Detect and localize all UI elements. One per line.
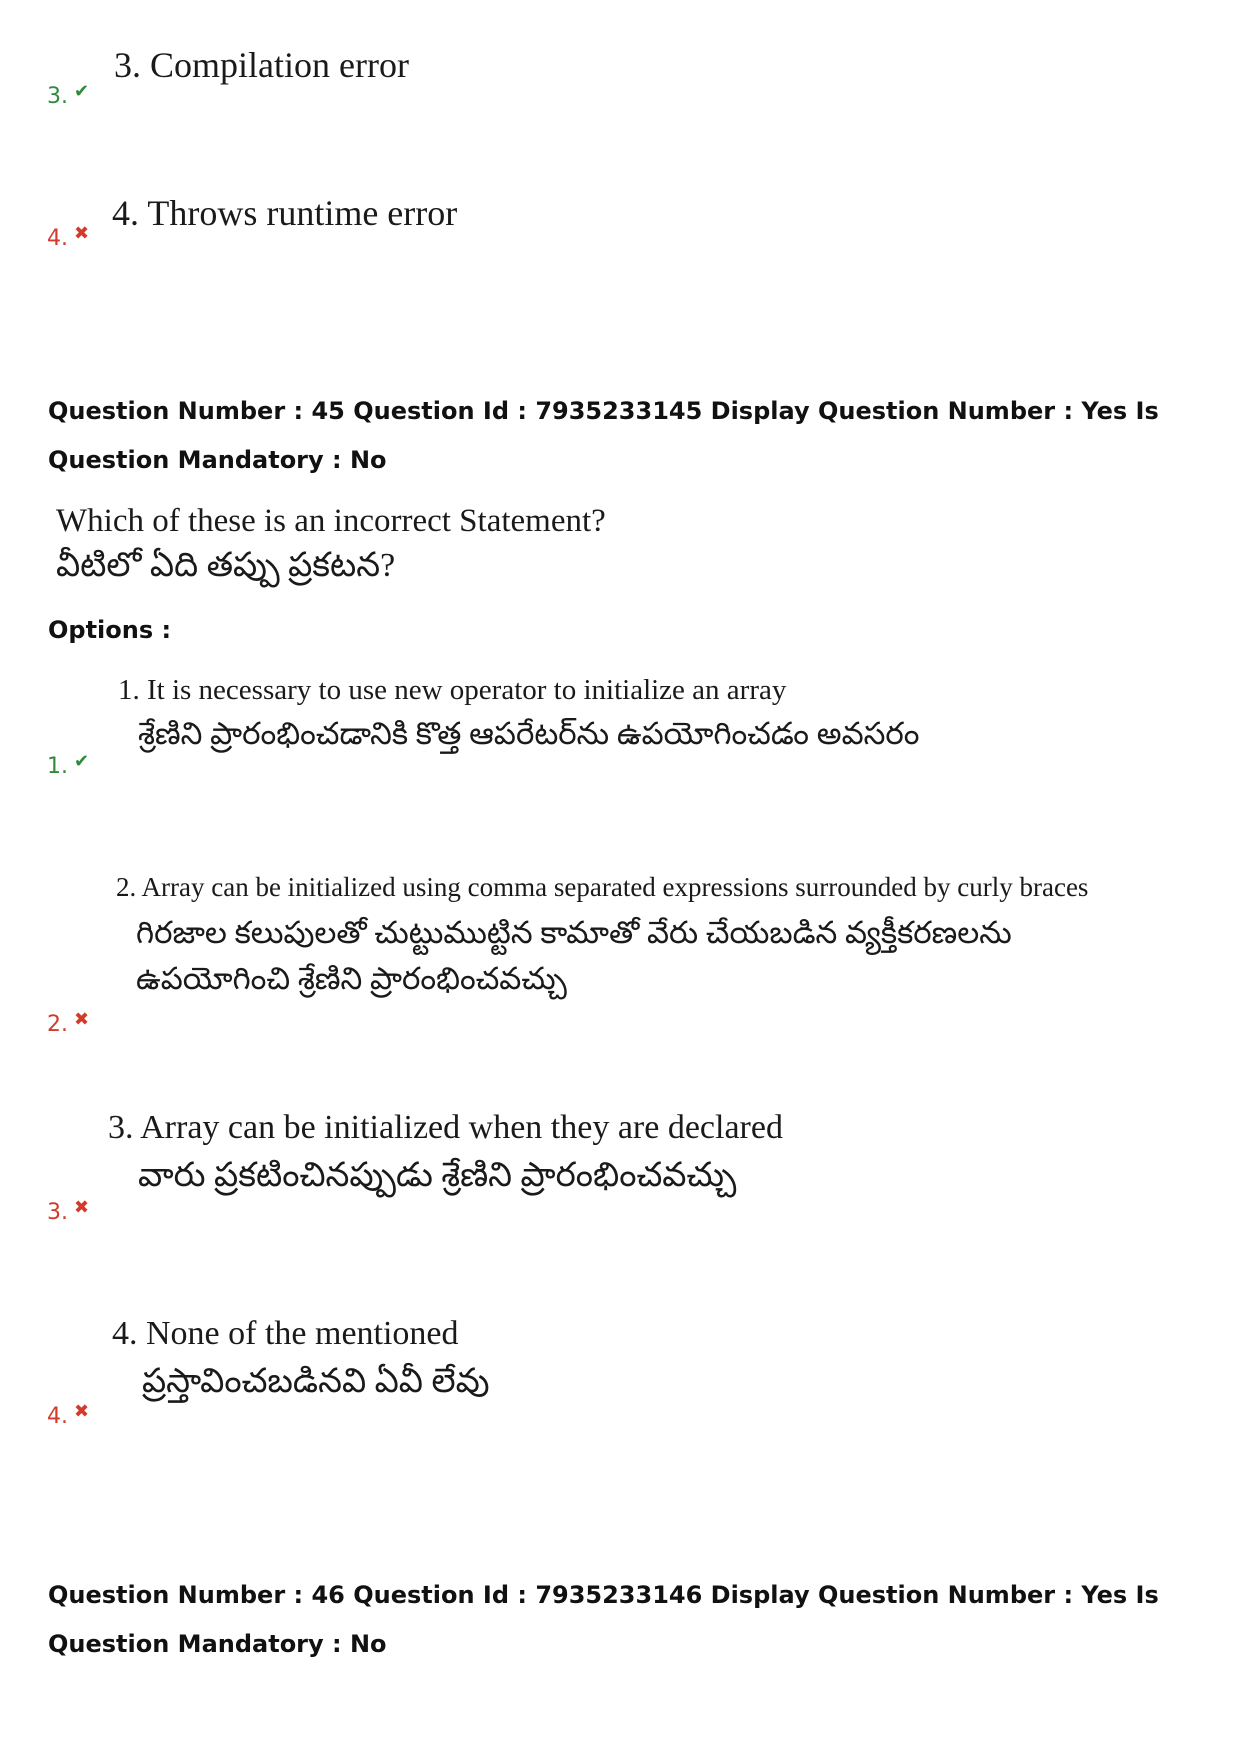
option-text: 1. It is necessary to use new operator to initialize an array శ్రేణిని ప్రారంభించడానికి కొత్త ఆపరేటర్‌ను ఉపయోగించడం అవసరం (118, 674, 920, 751)
option-marker: 3. ✖ (47, 1197, 90, 1225)
option-text: 4. None of the mentioned ప్రస్తావించబడినవి ఏవీ లేవు (112, 1315, 490, 1400)
cross-icon: ✖ (74, 1009, 90, 1030)
options-label: Options : (48, 616, 172, 644)
check-icon: ✔ (74, 751, 90, 772)
option-marker: 1. ✔ (47, 751, 90, 779)
question-header: Question Number : 45 Question Id : 7935233145 Display Question Number : Yes Is Question Mandatory : No (48, 397, 1159, 474)
option-text: 2. Array can be initialized using comma separated expressions surrounded by curly braces గిరజాల కలుపులతో చుట్టుముట్టిన కామాతో వేరు చేయబడిన వ్యక్తీకరణలను ఉపయోగించి శ్రేణిని ప్రారంభించవచ్చు (116, 872, 1089, 996)
cross-icon: ✖ (74, 223, 90, 244)
cross-icon: ✖ (74, 1197, 90, 1218)
question-text: Which of these is an incorrect Statement? వీటిలో ఏది తప్పు ప్రకటన? (56, 503, 606, 584)
option-marker: 4. ✖ (47, 1401, 90, 1429)
option-marker: 3. ✔ (47, 81, 90, 109)
option-marker: 2. ✖ (47, 1009, 90, 1037)
option-marker: 4. ✖ (47, 223, 90, 251)
option-text: 4. Throws runtime error (112, 193, 458, 233)
cross-icon: ✖ (74, 1401, 90, 1422)
question-header: Question Number : 46 Question Id : 7935233146 Display Question Number : Yes Is Question Mandatory : No (48, 1581, 1159, 1658)
option-text: 3. Compilation error (114, 45, 409, 85)
check-icon: ✔ (74, 81, 90, 102)
option-text: 3. Array can be initialized when they are declared వారు ప్రకటించినప్పుడు శ్రేణిని ప్రారంభించవచ్చు (108, 1109, 783, 1194)
